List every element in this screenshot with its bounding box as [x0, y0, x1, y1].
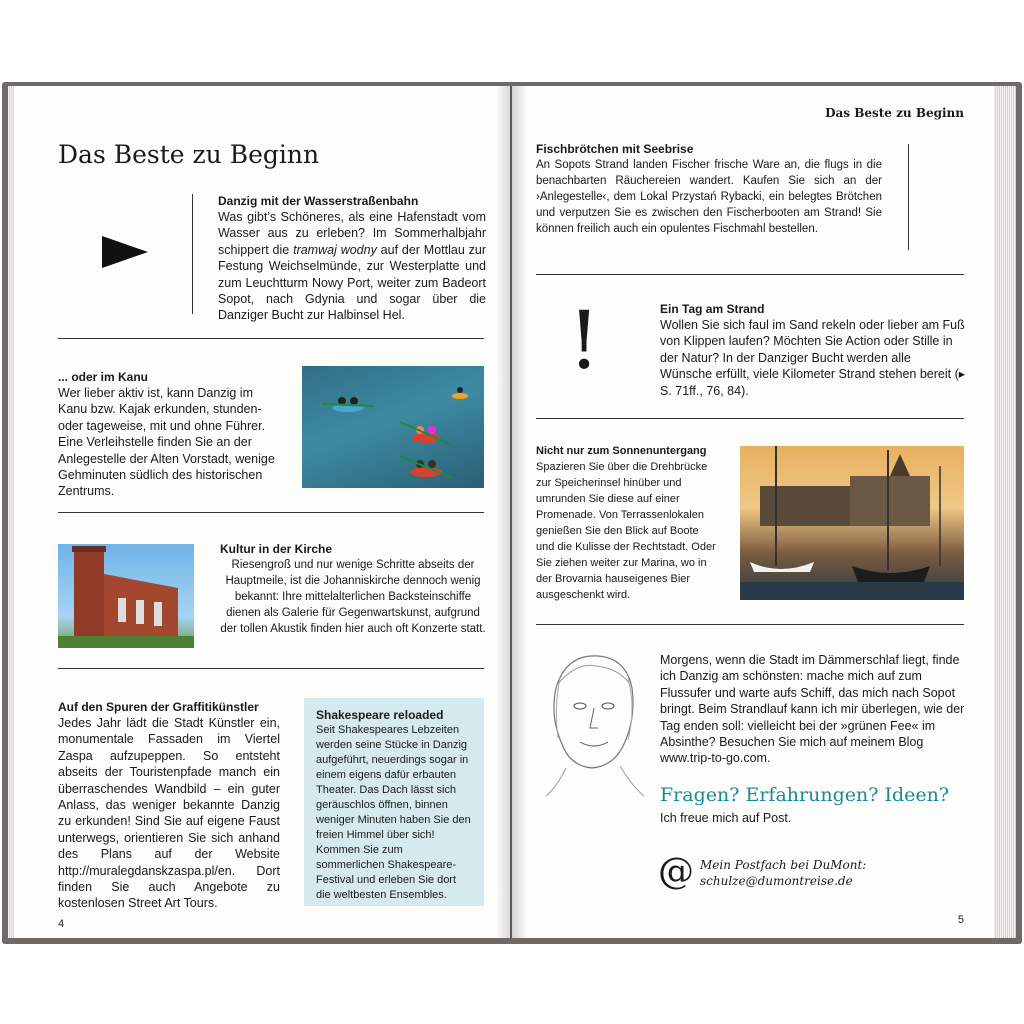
- section-strand: [660, 302, 966, 399]
- left-page: [14, 86, 510, 938]
- cta-subtext: Ich freue mich auf Post.: [660, 811, 792, 825]
- page-title: Das Beste zu Beginn: [58, 140, 320, 169]
- church-photo: [58, 544, 194, 648]
- running-head: Das Beste zu Beginn: [825, 106, 964, 120]
- section-text: Was gibt’s Schöneres, als eine Hafenstadt vom Wasser aus zu erleben? Im Sommerhalbjahr schippert die tramwaj wodny auf der Mottlau zur Festung Weichselmünde, zur Westerplatte und zum Leuchtturm Nowy Port, weiter zum Badeort Sopot, nach Gdynia und sogar über die Danziger Bucht zur Halbinsel Hel.: [218, 210, 486, 323]
- section-kirche: [220, 542, 486, 637]
- right-page: [512, 86, 994, 938]
- open-book: [0, 82, 1024, 944]
- section-heading: Danzig mit der Wasserstraßenbahn: [218, 194, 419, 208]
- mail-label: Mein Postfach bei DuMont:: [700, 858, 867, 872]
- divider: [536, 274, 964, 275]
- page-number: 4: [58, 918, 65, 930]
- section-heading: Kultur in der Kirche: [220, 542, 333, 556]
- info-box-shakespeare: [304, 698, 484, 906]
- divider: [908, 144, 909, 250]
- exclamation-icon: !: [568, 294, 601, 387]
- section-kanu: [58, 370, 280, 500]
- section-fisch: [536, 142, 882, 237]
- section-heading: Shakespeare reloaded: [316, 708, 444, 722]
- section-heading: ... oder im Kanu: [58, 370, 149, 384]
- at-icon: @: [658, 851, 694, 892]
- divider: [536, 624, 964, 625]
- section-heading: Nicht nur zum Sonnenuntergang: [536, 445, 707, 457]
- divider: [536, 418, 964, 419]
- mail-address-link[interactable]: schulze@dumontreise.de: [700, 874, 853, 888]
- divider: [192, 194, 193, 314]
- section-text: Riesengroß und nur wenige Schritte abseits der Hauptmeile, ist die Johanniskirche dennoch wenig bekannt: Ihre mittelalterlichen Backsteinschiffe dienen als Galerie für Gegenwartskunst, aufgrund der tollen Akustik finden hier auch oft Konzerte statt.: [220, 559, 486, 635]
- section-text: Seit Shakespeares Lebzeiten werden seine Stücke in Danzig aufgeführt, neuerdings sogar in einem eigens dafür erbauten Theater. Das Dach lässt sich geräuschlos öffnen, binnen weniger Minuten haben Sie den freien Himmel über sich! Kommen Sie zum sommerlichen Shakespeare-Festival und erleben Sie dort die weltbesten Ensembles.: [316, 724, 471, 901]
- section-text: Spazieren Sie über die Drehbrücke zur Speicherinsel hinüber und umrunden Sie diese auf einer Promenade. Von Terrassenlokalen genießen Sie den Blick auf Boote und die Kulisse der Rechtstadt. Oder Sie ziehen weiter zur Marina, wo in der Brovarnia hauseigenes Bier ausgeschenkt wird.: [536, 461, 716, 601]
- author-note: [660, 652, 966, 767]
- cta-heading: Fragen? Erfahrungen? Ideen?: [660, 784, 950, 806]
- section-text: Wer lieber aktiv ist, kann Danzig im Kanu bzw. Kajak erkunden, stunden- oder tageweise, mit und ohne Führer. Eine Verleihstelle finden Sie an der Anlegestelle der Alten Vorstadt, wenige Gehminuten südlich des historischen Zentrums.: [58, 386, 275, 499]
- page-number: 5: [957, 914, 964, 926]
- divider: [58, 512, 484, 513]
- section-graffiti: [58, 700, 280, 912]
- section-heading: Fischbrötchen mit Seebrise: [536, 142, 694, 156]
- author-portrait: [536, 648, 648, 798]
- divider: [58, 338, 484, 339]
- section-sonnenuntergang: [536, 444, 716, 603]
- author-text: Morgens, wenn die Stadt im Dämmerschlaf liegt, finde ich Danzig am schönsten: mache mich auf zum Flussufer und warte aufs Schiff, das mich nach Sopot bringt. Beim Strandlauf kann ich mir überlegen, wie der Tag enden soll: vielleicht bei der »grünen Fee« im Absinthe? Besuchen Sie mich auf meinem Blog www.trip-to-go.com.: [660, 653, 965, 766]
- section-text: Wollen Sie sich faul im Sand rekeln oder lieber am Fuß von Klippen laufen? Möchten Sie Action oder Stille in der Natur? In der Danziger Bucht werden alle Wünsche erfüllt, viele Kilometer Strand stehen bereit (▸ S. 71ff., 76, 84).: [660, 318, 966, 398]
- section-heading: Ein Tag am Strand: [660, 302, 765, 316]
- harbor-photo: [740, 446, 964, 600]
- arrow-right-icon: [100, 234, 150, 275]
- section-text: An Sopots Strand landen Fischer frische Ware an, die flugs in die benachbarten Räuchereien wandert. Kaufen Sie sich an der ›Anlegestelle‹, dem Lokal Przystań Rybacki, ein belegtes Brötchen und verputzen Sie es zwischen den Fischerbooten am Strand! Sie können freilich auch ein opulentes Fischmahl bestellen.: [536, 159, 882, 235]
- section-wasserbahn: [218, 194, 486, 324]
- divider: [58, 668, 484, 669]
- section-text: Jedes Jahr lädt die Stadt Künstler ein, monumentale Fassaden im Viertel Zaspa aufzupeppen. So entsteht abseits der Touristenpfade manch ein überraschendes Wandbild – ein guter Anlass, das weniger bekannte Danzig zu erkunden! Sind Sie auf eigene Faust unterwegs, orientieren Sie sich anhand des Plans auf der Website http://muralegdanskzaspa.pl/en. Dort finden Sie auch Angebote zu kostenlosen Street Art Tours.: [58, 716, 280, 911]
- section-heading: Auf den Spuren der Graffitikünstler: [58, 700, 259, 714]
- kayak-photo: [302, 366, 484, 488]
